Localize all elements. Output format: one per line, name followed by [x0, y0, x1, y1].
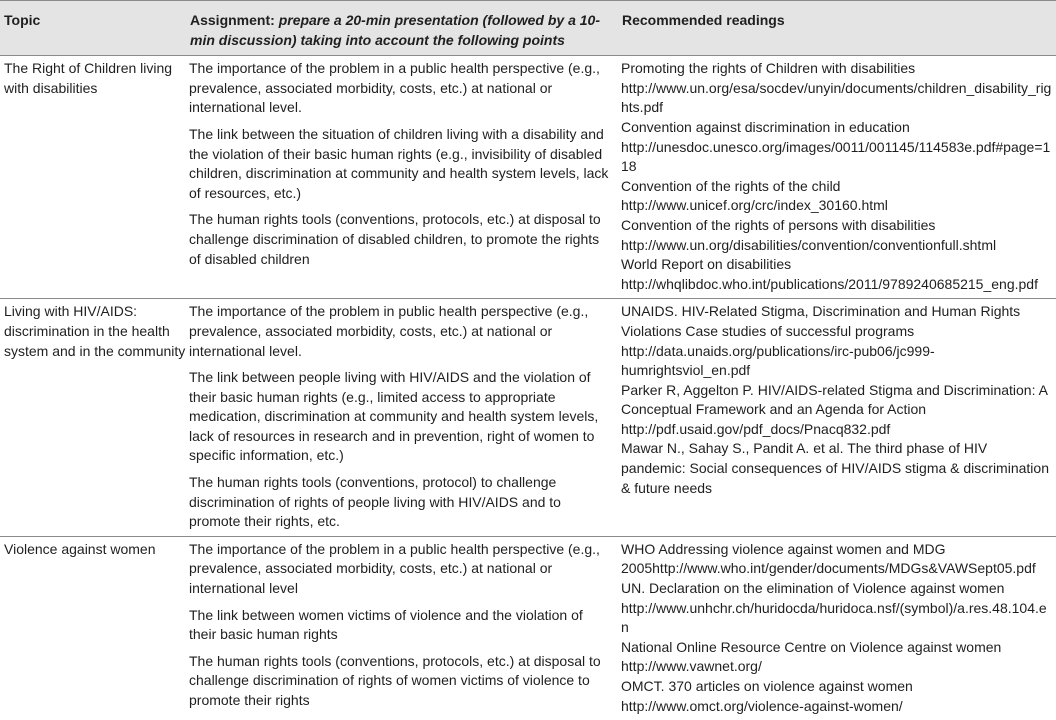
assignment-point: The human rights tools (conventions, protocol) to challenge discrimination of rights of people living with HIV/AIDS and to promote their rights, etc. — [189, 474, 561, 530]
topic-cell: Living with HIV/AIDS: discrimination in the health system and in the community — [0, 299, 186, 537]
header-topic: Topic — [0, 1, 186, 56]
header-row — [0, 1, 1056, 56]
reading-item: Convention of the rights of the child http://www.unicef.org/crc/index_30160.html — [621, 177, 888, 214]
assignment-cell — [186, 536, 618, 720]
assignment-cell — [186, 299, 618, 537]
assignment-point: The importance of the problem in a public health perspective (e.g., prevalence, associated morbidity, costs, etc.) at national or international level — [189, 540, 600, 597]
table-row — [0, 299, 1056, 537]
assignment-point: The link between the situation of children living with a disability and the violation of their basic human rights (e.g., invisibility of disabled children, discrimination at community and health system levels, lack of resources, etc.) — [189, 125, 609, 201]
assignment-point: The human rights tools (conventions, protocols, etc.) at disposal to challenge discrimination of disabled children, to promote the rights of disabled children — [189, 211, 601, 267]
reading-item: Mawar N., Sahay S., Pandit A. et al. The third phase of HIV pandemic: Social consequences of HIV/AIDS stigma & discrimination & future needs — [621, 440, 1049, 496]
reading-item: Convention of the rights of persons with disabilities http://www.un.org/disabilities/convention/conventionfull.shtml — [621, 216, 997, 253]
header-assignment-detail: prepare a 20-min presentation (followed by a 10-min discussion) taking into account the following points — [190, 12, 600, 48]
reading-item: Convention against discrimination in education http://unesdoc.unesco.org/images/0011/001145/114583e.pdf#page=118 — [621, 118, 1051, 175]
reading-item: Parker R, Aggelton P. HIV/AIDS-related Stigma and Discrimination: A Conceptual Framework and an Agenda for Action http://pdf.usaid.gov/pdf_docs/Pnacq832.pdf — [621, 381, 1048, 437]
readings-cell — [618, 56, 1056, 299]
assignment-point: The link between women victims of violence and the violation of their basic human rights — [189, 606, 583, 643]
reading-item: WHO Addressing violence against women and MDG 2005http://www.who.int/gender/documents/MDGs&VAWSept05.pdf — [621, 540, 1036, 577]
assignment-point: The link between people living with HIV/AIDS and the violation of their basic human rights (e.g., limited access to appropriate medication, discrimination at community and health system levels, lack of resources in research and in prevention, right of women to specific information, etc.) — [189, 369, 599, 464]
header-assignment — [186, 1, 618, 56]
topic-cell: The Right of Children living with disabilities — [0, 56, 186, 299]
assignment-point: The importance of the problem in a public health perspective (e.g., prevalence, associated morbidity, costs, etc.) at national or international level. — [189, 60, 600, 116]
assignment-point: The human rights tools (conventions, protocols, etc.) at disposal to challenge discrimination of rights of women victims of violence to promote their rights — [189, 652, 601, 708]
reading-item: OMCT. 370 articles on violence against women http://www.omct.org/violence-against-women/ — [621, 678, 913, 714]
topic-cell: Violence against women — [4, 540, 156, 557]
reading-item: Promoting the rights of Children with disabilities http://www.un.org/esa/socdev/unyin/documents/children_disability_rights.pdf — [621, 60, 1052, 116]
header-assignment-lead: Assignment: — [190, 12, 279, 28]
reading-item: UNAIDS. HIV-Related Stigma, Discrimination and Human Rights Violations Case studies of successful programs http://data.unaids.org/publications/irc-pub06/jc999-humrightsviol_en.pdf — [621, 303, 1021, 379]
table-row — [0, 536, 1056, 720]
assignment-point: The importance of the problem in public health perspective (e.g., prevalence, associated morbidity, costs, etc.) at national or international level. — [189, 303, 589, 359]
reading-item: National Online Resource Centre on Violence against women http://www.vawnet.org/ — [621, 638, 1002, 675]
header-readings: Recommended readings — [618, 1, 1056, 56]
reading-item: World Report on disabilities http://whqlibdoc.who.int/publications/2011/9789240685215_eng.pdf — [621, 256, 1038, 292]
readings-cell — [618, 536, 1056, 720]
table-row — [0, 56, 1056, 299]
reading-item: UN. Declaration on the elimination of Violence against women http://www.unhchr.ch/huridocda/huridoca.nsf/(symbol)/a.res.48.104.en — [621, 580, 1047, 636]
assignment-cell — [186, 56, 618, 299]
readings-cell — [618, 299, 1056, 537]
